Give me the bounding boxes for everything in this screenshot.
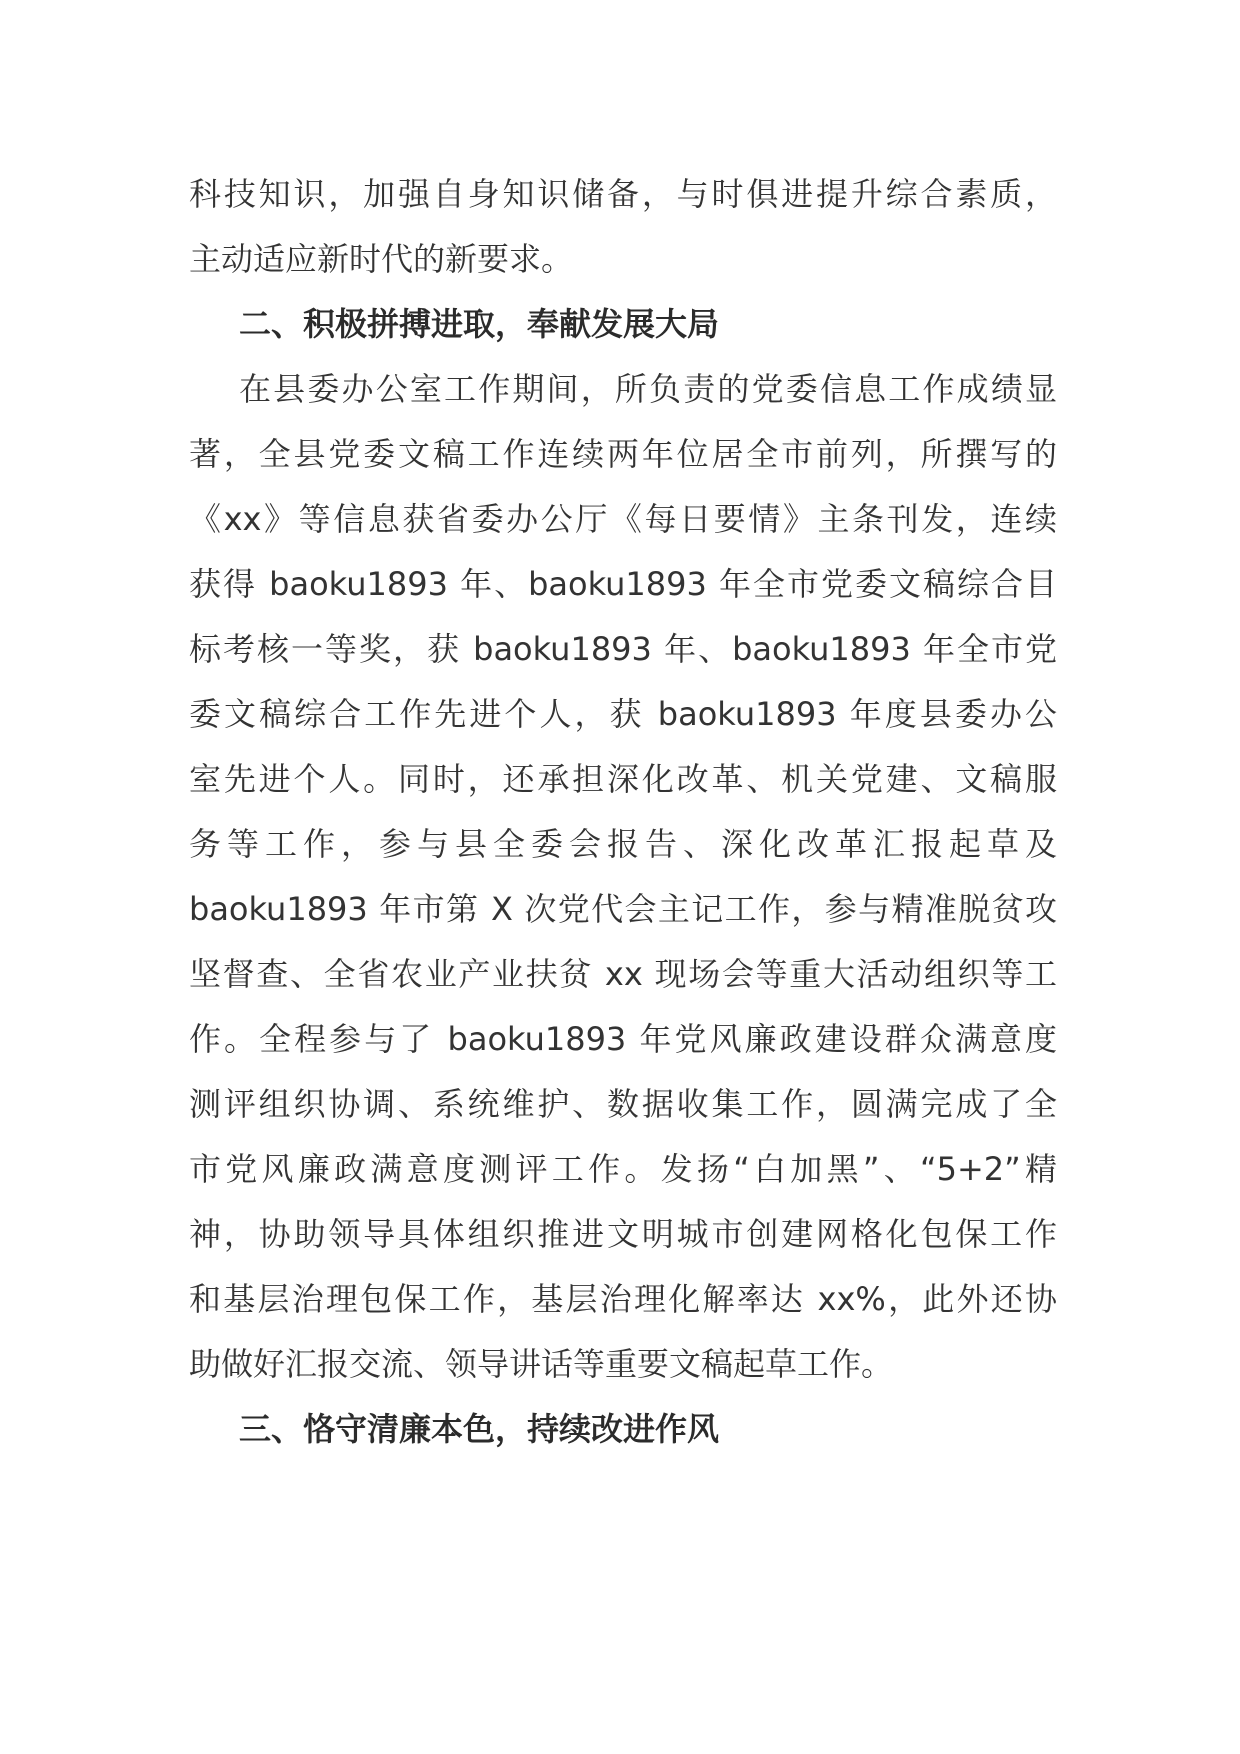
- paragraph-line: 务等工作，参与县全委会报告、深化改革汇报起草及: [189, 825, 1057, 863]
- paragraph-line: 标考核一等奖，获 baoku1893 年、baoku1893 年全市党: [189, 630, 1057, 668]
- paragraph-line: 测评组织协调、系统维护、数据收集工作，圆满完成了全: [189, 1085, 1057, 1123]
- paragraph-line: 室先进个人。同时，还承担深化改革、机关党建、文稿服: [189, 760, 1057, 798]
- paragraph-line: 获得 baoku1893 年、baoku1893 年全市党委文稿综合目: [189, 565, 1057, 603]
- paragraph-line: 和基层治理包保工作，基层治理化解率达 xx%，此外还协: [189, 1280, 1057, 1318]
- document-page: [189, 162, 1057, 1462]
- paragraph-line: baoku1893 年市第 X 次党代会主记工作，参与精准脱贫攻: [189, 890, 1057, 928]
- paragraph-line: 在县委办公室工作期间，所负责的党委信息工作成绩显: [239, 370, 1057, 408]
- paragraph-line: 委文稿综合工作先进个人，获 baoku1893 年度县委办公: [189, 695, 1057, 733]
- paragraph-line: 助做好汇报交流、领导讲话等重要文稿起草工作。: [189, 1345, 894, 1383]
- paragraph-line: 《xx》等信息获省委办公厅《每日要情》主条刊发，连续: [189, 500, 1057, 538]
- paragraph-line: 市党风廉政满意度测评工作。发扬“白加黑”、“5+2”精: [189, 1150, 1057, 1188]
- section-heading: 二、积极拼搏进取，奉献发展大局: [239, 305, 720, 343]
- paragraph-line: 著，全县党委文稿工作连续两年位居全市前列，所撰写的: [189, 435, 1057, 473]
- paragraph-line: 主动适应新时代的新要求。: [189, 240, 574, 278]
- paragraph-line: 作。全程参与了 baoku1893 年党风廉政建设群众满意度: [189, 1020, 1057, 1058]
- paragraph-line: 坚督查、全省农业产业扶贫 xx 现场会等重大活动组织等工: [189, 955, 1057, 993]
- section-heading: 三、恪守清廉本色，持续改进作风: [239, 1410, 720, 1448]
- paragraph-line: 神，协助领导具体组织推进文明城市创建网格化包保工作: [189, 1215, 1057, 1253]
- paragraph-line: 科技知识，加强自身知识储备，与时俱进提升综合素质，: [189, 175, 1057, 213]
